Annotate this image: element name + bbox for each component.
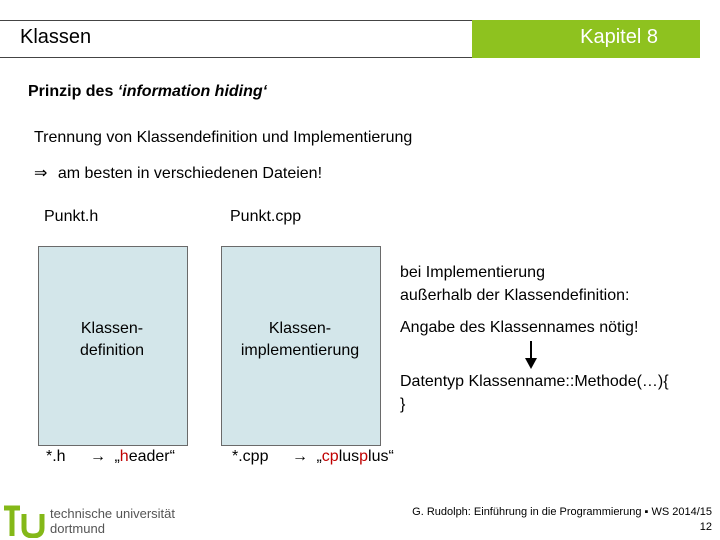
header-box-line-2: definition (79, 342, 145, 359)
code-line-1: Datentyp Klassenname::Methode(…){ (400, 373, 669, 390)
source-box-line-2: implementierung (240, 342, 360, 359)
body-line-2 (34, 163, 322, 183)
header-file-box-label (38, 318, 186, 362)
body-line-2-text: am besten in verschiedenen Dateien! (57, 165, 323, 182)
cplusplus-mid: lus (338, 448, 360, 465)
source-box-line-1: Klassen- (268, 320, 332, 337)
tu-logo-icon (2, 504, 46, 538)
university-line-2: dortmund (50, 521, 105, 536)
implies-icon: ⇒ (34, 165, 48, 182)
cplusplus-rest: lus“ (368, 448, 394, 465)
source-extension: *.cpp (232, 448, 269, 465)
university-line-1: technische universität (50, 506, 176, 521)
header-word-rest: eader“ (128, 448, 175, 465)
section-title (28, 83, 267, 101)
header-box-line-1: Klassen- (80, 320, 144, 337)
quote-open: „ (316, 448, 322, 465)
university-name (50, 506, 175, 536)
note-line-2: außerhalb der Klassendefinition: (400, 287, 630, 304)
section-title-emphasis: ‘information hiding‘ (117, 83, 268, 100)
section-title-prefix: Prinzip des (28, 83, 118, 100)
body-line-1: Trennung von Klassendefinition und Implementierung (34, 129, 413, 146)
source-extension-meaning (292, 448, 394, 466)
header-extension-meaning (90, 448, 175, 466)
file-name-source: Punkt.cpp (230, 208, 302, 225)
page-title: Klassen (20, 26, 92, 48)
highlight-p2: p (359, 448, 369, 465)
note-line-3: Angabe des Klassennames nötig! (400, 319, 639, 336)
footer-credit: G. Rudolph: Einführung in die Programmierung ▪ WS 2014/15 (412, 506, 712, 518)
right-arrow-icon: → (292, 448, 308, 465)
page-number: 12 (699, 521, 712, 533)
file-name-header: Punkt.h (44, 208, 99, 225)
highlight-p1: p (329, 448, 339, 465)
header-extension: *.h (46, 448, 66, 465)
source-file-box-label (221, 318, 379, 362)
note-line-1: bei Implementierung (400, 264, 545, 281)
code-line-2: } (400, 396, 406, 413)
down-arrow-icon (524, 340, 538, 370)
quote-open: „ (114, 448, 120, 465)
highlight-c: c (321, 448, 330, 465)
chapter-label: Kapitel 8 (580, 26, 658, 48)
highlight-h: h (119, 448, 129, 465)
right-arrow-icon: → (90, 448, 106, 465)
